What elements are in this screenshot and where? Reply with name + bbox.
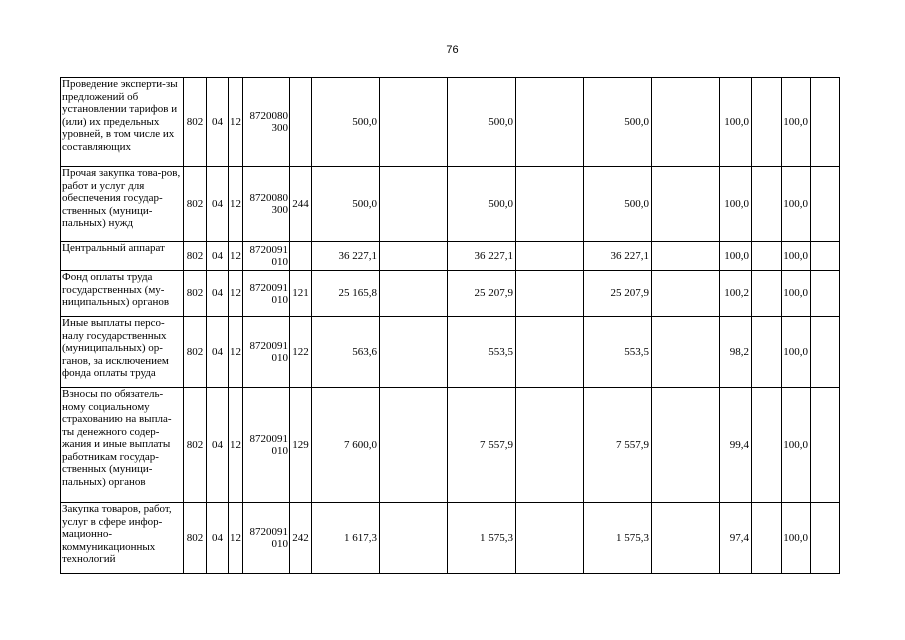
amount-3: 7 557,9 bbox=[584, 388, 652, 503]
expense-type-code bbox=[290, 78, 312, 167]
grbs-code: 802 bbox=[184, 317, 207, 388]
percent-2: 100,0 bbox=[782, 317, 811, 388]
percent-1: 100,0 bbox=[720, 78, 752, 167]
blank-cell bbox=[652, 242, 720, 271]
target-article-code bbox=[243, 388, 290, 503]
percent-1: 100,2 bbox=[720, 271, 752, 317]
amount-1: 500,0 bbox=[312, 78, 380, 167]
amount-2: 553,5 bbox=[448, 317, 516, 388]
blank-cell bbox=[380, 317, 448, 388]
blank-cell bbox=[652, 78, 720, 167]
table-row bbox=[61, 271, 840, 317]
blank-cell bbox=[811, 242, 840, 271]
amount-3: 25 207,9 bbox=[584, 271, 652, 317]
subsection-code: 12 bbox=[229, 388, 243, 503]
table-row bbox=[61, 242, 840, 271]
row-name: Центральный аппарат bbox=[61, 242, 184, 271]
target-article-code-part1: 8720091 bbox=[249, 244, 288, 256]
target-article-code bbox=[243, 242, 290, 271]
row-name: Взносы по обязатель-ному социальному страхованию на выпла-ты денежного содер-жания и иные выплаты работникам государ-ственных (муници-пальных) органов bbox=[61, 388, 184, 503]
subsection-code: 12 bbox=[229, 242, 243, 271]
blank-cell bbox=[752, 78, 782, 167]
blank-cell bbox=[811, 167, 840, 242]
target-article-code-part2: 300 bbox=[271, 122, 288, 134]
section-code: 04 bbox=[207, 388, 229, 503]
blank-cell bbox=[380, 242, 448, 271]
grbs-code: 802 bbox=[184, 388, 207, 503]
subsection-code: 12 bbox=[229, 317, 243, 388]
amount-2: 25 207,9 bbox=[448, 271, 516, 317]
table-row bbox=[61, 503, 840, 574]
amount-3: 500,0 bbox=[584, 78, 652, 167]
blank-cell bbox=[652, 503, 720, 574]
amount-2: 36 227,1 bbox=[448, 242, 516, 271]
target-article-code-part2: 010 bbox=[271, 538, 288, 550]
section-code: 04 bbox=[207, 271, 229, 317]
amount-3: 500,0 bbox=[584, 167, 652, 242]
percent-2: 100,0 bbox=[782, 388, 811, 503]
subsection-code: 12 bbox=[229, 271, 243, 317]
row-name: Фонд оплаты труда государственных (му-ниципальных) органов bbox=[61, 271, 184, 317]
target-article-code-part1: 8720091 bbox=[249, 281, 288, 294]
table-body bbox=[61, 78, 840, 574]
expense-type-code: 129 bbox=[290, 388, 312, 503]
grbs-code: 802 bbox=[184, 167, 207, 242]
blank-cell bbox=[516, 317, 584, 388]
amount-3: 553,5 bbox=[584, 317, 652, 388]
target-article-code bbox=[243, 317, 290, 388]
target-article-code bbox=[243, 167, 290, 242]
target-article-code-part2: 010 bbox=[271, 445, 288, 457]
section-code: 04 bbox=[207, 78, 229, 167]
blank-cell bbox=[652, 317, 720, 388]
blank-cell bbox=[752, 503, 782, 574]
target-article-code bbox=[243, 271, 290, 317]
target-article-code-part2: 010 bbox=[271, 352, 288, 364]
section-code: 04 bbox=[207, 503, 229, 574]
blank-cell bbox=[752, 317, 782, 388]
expense-type-code bbox=[290, 242, 312, 271]
blank-cell bbox=[652, 271, 720, 317]
expense-type-code: 121 bbox=[290, 271, 312, 317]
subsection-code: 12 bbox=[229, 503, 243, 574]
blank-cell bbox=[380, 271, 448, 317]
section-code: 04 bbox=[207, 242, 229, 271]
target-article-code-part2: 300 bbox=[271, 204, 288, 216]
row-name: Прочая закупка това-ров, работ и услуг для обеспечения государ-ственных (муници-пальных) нужд bbox=[61, 167, 184, 242]
blank-cell bbox=[752, 388, 782, 503]
percent-2: 100,0 bbox=[782, 78, 811, 167]
budget-table bbox=[60, 77, 840, 574]
percent-1: 99,4 bbox=[720, 388, 752, 503]
blank-cell bbox=[811, 271, 840, 317]
percent-2: 100,0 bbox=[782, 503, 811, 574]
blank-cell bbox=[811, 78, 840, 167]
amount-1: 25 165,8 bbox=[312, 271, 380, 317]
blank-cell bbox=[652, 388, 720, 503]
target-article-code-part2: 010 bbox=[271, 256, 288, 268]
section-code: 04 bbox=[207, 317, 229, 388]
blank-cell bbox=[652, 167, 720, 242]
percent-1: 97,4 bbox=[720, 503, 752, 574]
grbs-code: 802 bbox=[184, 503, 207, 574]
table-row bbox=[61, 317, 840, 388]
amount-1: 500,0 bbox=[312, 167, 380, 242]
blank-cell bbox=[380, 503, 448, 574]
blank-cell bbox=[752, 167, 782, 242]
subsection-code: 12 bbox=[229, 167, 243, 242]
blank-cell bbox=[516, 503, 584, 574]
blank-cell bbox=[516, 78, 584, 167]
target-article-code-part1: 8720080 bbox=[249, 192, 288, 204]
amount-1: 1 617,3 bbox=[312, 503, 380, 574]
target-article-code bbox=[243, 78, 290, 167]
blank-cell bbox=[380, 167, 448, 242]
percent-2: 100,0 bbox=[782, 242, 811, 271]
section-code: 04 bbox=[207, 167, 229, 242]
target-article-code-part1: 8720091 bbox=[249, 526, 288, 538]
row-name: Проведение эксперти-зы предложений об установлении тарифов и (или) их предельных уровней, в том числе их составляющих bbox=[61, 78, 184, 167]
blank-cell bbox=[811, 503, 840, 574]
amount-3: 1 575,3 bbox=[584, 503, 652, 574]
blank-cell bbox=[380, 388, 448, 503]
amount-2: 500,0 bbox=[448, 167, 516, 242]
blank-cell bbox=[516, 388, 584, 503]
subsection-code: 12 bbox=[229, 78, 243, 167]
target-article-code-part2: 010 bbox=[271, 293, 288, 306]
blank-cell bbox=[516, 271, 584, 317]
percent-2: 100,0 bbox=[782, 167, 811, 242]
table-row bbox=[61, 78, 840, 167]
amount-2: 1 575,3 bbox=[448, 503, 516, 574]
row-name: Иные выплаты персо-налу государственных (муниципальных) ор-ганов, за исключением фонда оплаты труда bbox=[61, 317, 184, 388]
grbs-code: 802 bbox=[184, 271, 207, 317]
amount-1: 7 600,0 bbox=[312, 388, 380, 503]
blank-cell bbox=[380, 78, 448, 167]
expense-type-code: 244 bbox=[290, 167, 312, 242]
amount-2: 7 557,9 bbox=[448, 388, 516, 503]
amount-1: 36 227,1 bbox=[312, 242, 380, 271]
expense-type-code: 122 bbox=[290, 317, 312, 388]
grbs-code: 802 bbox=[184, 242, 207, 271]
percent-1: 98,2 bbox=[720, 317, 752, 388]
table-row bbox=[61, 167, 840, 242]
blank-cell bbox=[516, 242, 584, 271]
blank-cell bbox=[752, 242, 782, 271]
percent-1: 100,0 bbox=[720, 242, 752, 271]
blank-cell bbox=[516, 167, 584, 242]
expense-type-code: 242 bbox=[290, 503, 312, 574]
amount-1: 563,6 bbox=[312, 317, 380, 388]
target-article-code-part1: 8720091 bbox=[249, 433, 288, 445]
table-row bbox=[61, 388, 840, 503]
blank-cell bbox=[811, 317, 840, 388]
target-article-code bbox=[243, 503, 290, 574]
blank-cell bbox=[752, 271, 782, 317]
blank-cell bbox=[811, 388, 840, 503]
target-article-code-part1: 8720091 bbox=[249, 340, 288, 352]
amount-2: 500,0 bbox=[448, 78, 516, 167]
target-article-code-part1: 8720080 bbox=[249, 110, 288, 122]
amount-3: 36 227,1 bbox=[584, 242, 652, 271]
percent-1: 100,0 bbox=[720, 167, 752, 242]
page-number: 76 bbox=[446, 44, 459, 56]
grbs-code: 802 bbox=[184, 78, 207, 167]
percent-2: 100,0 bbox=[782, 271, 811, 317]
row-name: Закупка товаров, работ, услуг в сфере инфор-мационно-коммуникационных технологий bbox=[61, 503, 184, 574]
